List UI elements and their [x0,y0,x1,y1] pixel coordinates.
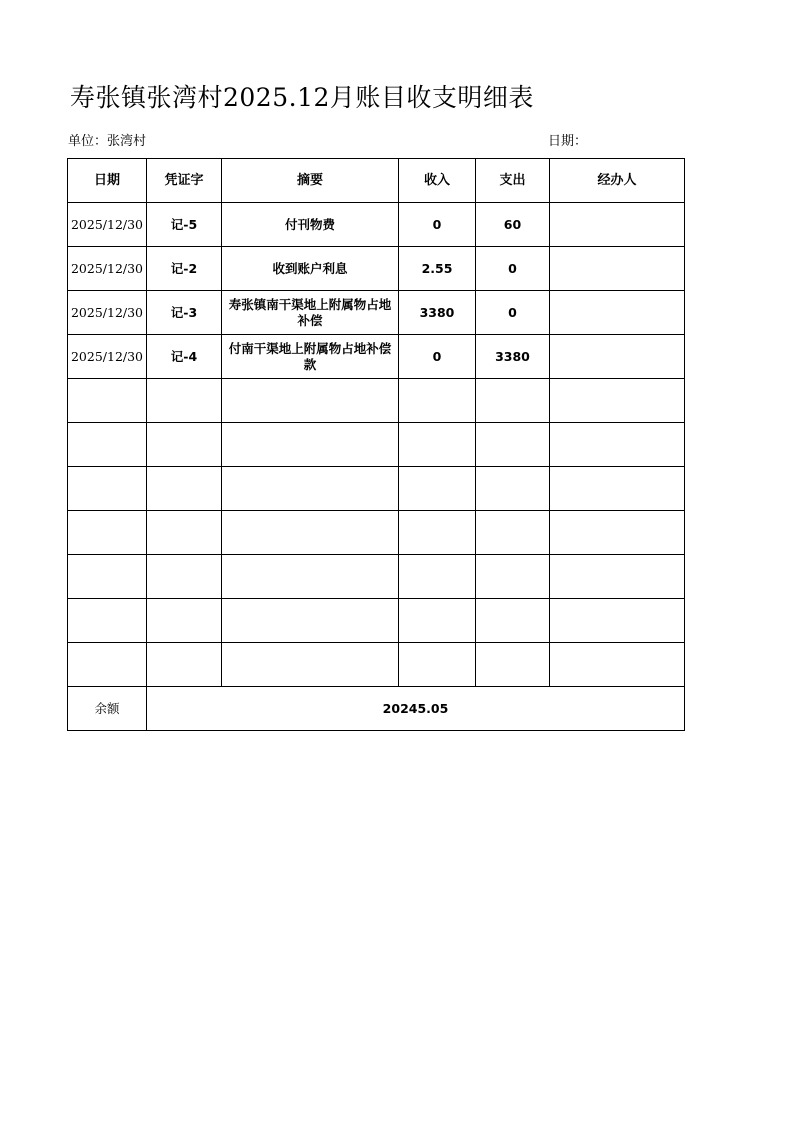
cell-handler [550,291,685,335]
cell-handler [550,379,685,423]
table-row [68,423,685,467]
table-row [68,335,685,379]
table-row [68,467,685,511]
table-row [68,599,685,643]
cell-expense [476,511,550,555]
cell-summary [222,379,399,423]
cell-summary: 付南干渠地上附属物占地补偿款 [222,335,399,379]
table-header-row [68,159,685,203]
table-row [68,203,685,247]
cell-summary [222,467,399,511]
cell-date: 2025/12/30 [68,335,147,379]
cell-voucher: 记-4 [147,335,222,379]
ledger-table [67,158,685,731]
cell-voucher [147,423,222,467]
cell-voucher [147,379,222,423]
cell-summary [222,599,399,643]
cell-date [68,423,147,467]
cell-date: 2025/12/30 [68,247,147,291]
table-row [68,379,685,423]
cell-summary [222,511,399,555]
unit-label: 单位：张湾村 [68,134,147,149]
cell-voucher [147,467,222,511]
cell-handler [550,247,685,291]
cell-date [68,379,147,423]
table-row [68,511,685,555]
cell-voucher [147,599,222,643]
cell-voucher: 记-2 [147,247,222,291]
cell-income [399,511,476,555]
cell-handler [550,555,685,599]
header-voucher: 凭证字 [147,159,222,203]
header-summary: 摘要 [222,159,399,203]
cell-date [68,599,147,643]
cell-voucher [147,511,222,555]
cell-expense [476,467,550,511]
cell-date [68,467,147,511]
cell-income [399,423,476,467]
header-date: 日期 [68,159,147,203]
cell-income: 0 [399,203,476,247]
cell-voucher: 记-3 [147,291,222,335]
date-label: 日期： [548,134,588,149]
cell-date [68,511,147,555]
cell-voucher [147,643,222,687]
cell-summary: 寿张镇南干渠地上附属物占地补偿 [222,291,399,335]
cell-summary [222,643,399,687]
table-row [68,291,685,335]
cell-expense [476,555,550,599]
cell-handler [550,335,685,379]
balance-value: 20245.05 [147,687,685,731]
cell-summary [222,423,399,467]
page-title: 寿张镇张湾村2025.12月账目收支明细表 [70,83,534,112]
cell-income: 3380 [399,291,476,335]
cell-handler [550,599,685,643]
cell-summary [222,555,399,599]
cell-handler [550,643,685,687]
cell-expense: 0 [476,291,550,335]
cell-handler [550,511,685,555]
cell-expense: 60 [476,203,550,247]
balance-label: 余额 [68,687,147,731]
cell-voucher: 记-5 [147,203,222,247]
cell-summary: 付刊物费 [222,203,399,247]
cell-income [399,379,476,423]
table-row [68,555,685,599]
cell-date [68,643,147,687]
header-handler: 经办人 [550,159,685,203]
cell-income: 2.55 [399,247,476,291]
cell-date: 2025/12/30 [68,203,147,247]
cell-income [399,555,476,599]
cell-income: 0 [399,335,476,379]
cell-expense [476,423,550,467]
cell-expense [476,643,550,687]
cell-handler [550,467,685,511]
cell-expense [476,379,550,423]
cell-voucher [147,555,222,599]
cell-handler [550,203,685,247]
cell-income [399,599,476,643]
cell-summary: 收到账户利息 [222,247,399,291]
cell-date [68,555,147,599]
balance-row [68,687,685,731]
cell-income [399,467,476,511]
header-income: 收入 [399,159,476,203]
cell-expense [476,599,550,643]
cell-expense: 0 [476,247,550,291]
cell-expense: 3380 [476,335,550,379]
cell-date: 2025/12/30 [68,291,147,335]
header-expense: 支出 [476,159,550,203]
table-row [68,643,685,687]
cell-income [399,643,476,687]
table-row [68,247,685,291]
cell-handler [550,423,685,467]
